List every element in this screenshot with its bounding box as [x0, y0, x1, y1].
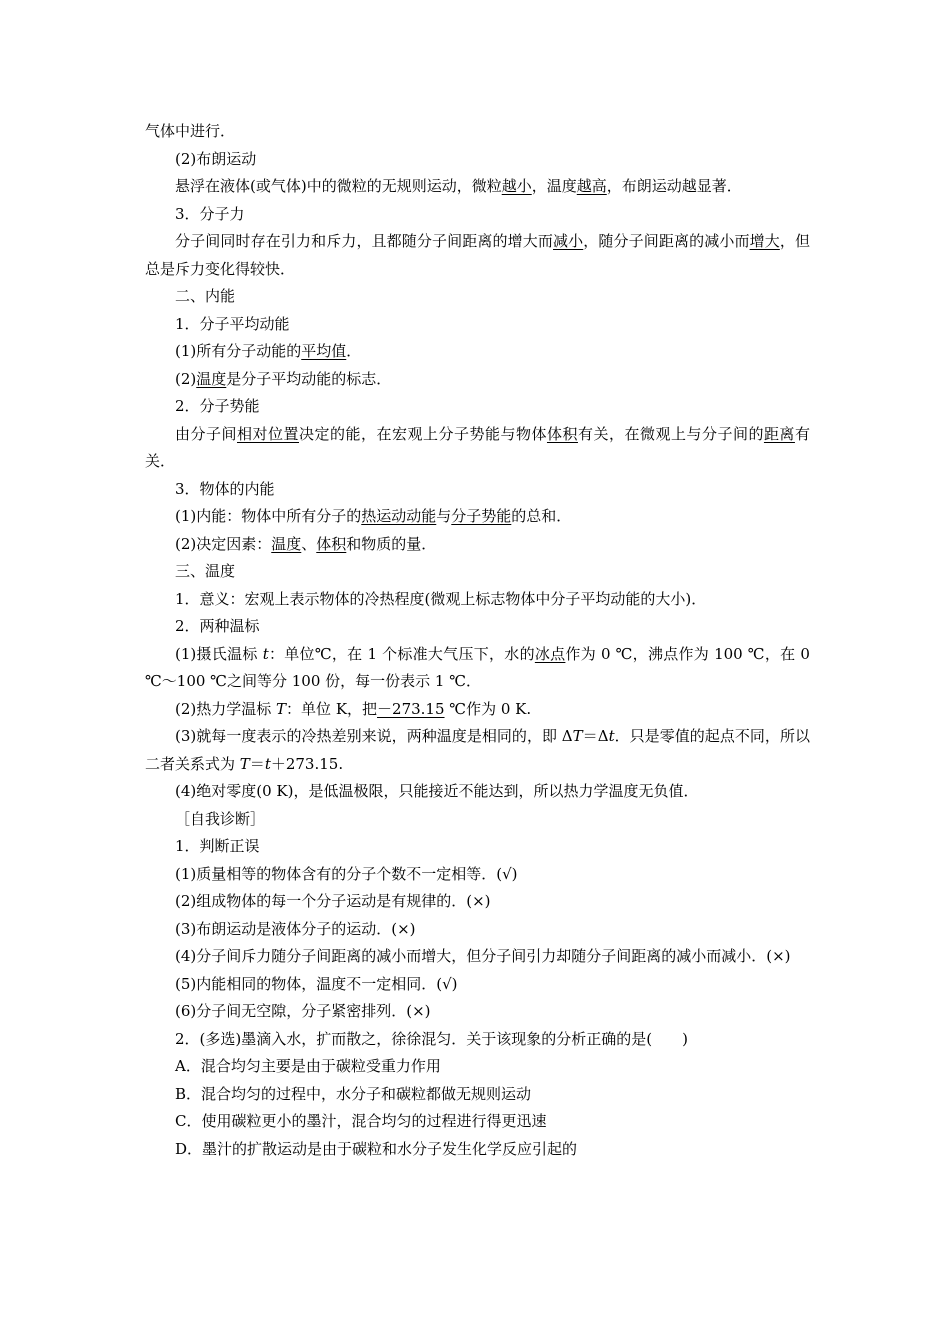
section-heading: [145, 283, 810, 311]
symbol: t: [264, 754, 271, 773]
text: D．墨汁的扩散运动是由于碳粒和水分子发生化学反应引起的: [175, 1139, 578, 1158]
paragraph: 由分子间相对位置决定的能，在宏观上分子势能与物体体积有关，在微观上与分子间的距离有关．: [145, 424, 810, 470]
fill-blank: 减小: [553, 232, 584, 250]
symbol: t: [608, 727, 615, 745]
paragraph: (3)就每一度表示的冷热差别来说，两种温度是相同的，即 ΔT＝Δt．只是零值的起点不同，所以二者关系式为 T＝t＋273.15.: [145, 727, 810, 773]
symbol: T: [572, 727, 583, 745]
document-body: [145, 118, 810, 1163]
fill-blank: 体积: [316, 534, 347, 553]
judgement-item: [145, 861, 810, 889]
fill-blank: 冰点: [534, 644, 566, 663]
paragraph: (1)内能：物体中所有分子的热运动动能与分子势能的总和．: [175, 507, 572, 525]
fill-blank: 平均值: [301, 342, 347, 360]
text: (5)内能相同的物体，温度不一定相同．(√): [175, 974, 458, 993]
paragraph: (2)温度是分子平均动能的标志．: [175, 369, 392, 388]
text: (3)布朗运动是液体分子的运动．(×): [175, 919, 416, 938]
fill-blank: 温度: [196, 369, 227, 388]
text: 三、温度: [175, 562, 236, 580]
judgement-item: [145, 916, 810, 944]
text: (6)分子间无空隙，分子紧密排列．(×): [175, 1002, 431, 1020]
paragraph: [145, 586, 810, 614]
fill-blank: 距离: [763, 424, 795, 443]
text: (2)组成物体的每一个分子运动是有规律的．(×): [175, 892, 491, 910]
text: (1)质量相等的物体含有的分子个数不一定相等．(√): [175, 864, 518, 883]
paragraph: (1)摄氏温标 t：单位℃，在 1 个标准大气压下，水的冰点作为 0 ℃，沸点作为 100 ℃，在 0 ℃～100 ℃之间等分 100 份，每一份表示 1 ℃．: [145, 644, 810, 690]
text: 1．判断正误: [175, 837, 260, 855]
text: 气体中进行．: [145, 122, 236, 140]
text: (2)布朗运动: [175, 149, 257, 168]
subheading: [145, 311, 810, 339]
fill-blank: 体积: [546, 424, 578, 443]
paragraph: (2)决定因素：温度、体积和物质的量．: [175, 534, 437, 553]
text: 2．分子势能: [175, 397, 260, 415]
subheading: [145, 201, 810, 229]
text: A．混合均匀主要是由于碳粒受重力作用: [175, 1057, 441, 1075]
option-c: [145, 1108, 810, 1136]
text: (4)绝对零度(0 K)，是低温极限，只能接近不能达到，所以热力学温度无负值．: [175, 782, 699, 800]
paragraph: [145, 778, 810, 806]
text: 3．物体的内能: [175, 479, 275, 498]
option-a: [145, 1053, 810, 1081]
fill-blank: 热运动动能: [361, 507, 437, 525]
subheading: [145, 833, 810, 861]
fill-blank: 增大: [749, 232, 780, 250]
section-heading: [145, 806, 810, 834]
fill-blank: 分子势能: [451, 507, 512, 525]
symbol: T: [276, 699, 287, 718]
question-stem: [145, 1026, 810, 1054]
text: ［自我诊断］: [175, 809, 266, 828]
text: 2．(多选)墨滴入水，扩而散之，徐徐混匀．关于该现象的分析正确的是( ): [175, 1029, 688, 1048]
text: (4)分子间斥力随分子间距离的减小而增大，但分子间引力却随分子间距离的减小而减小．(×): [175, 947, 791, 965]
judgement-item: [145, 998, 810, 1026]
text: C．使用碳粒更小的墨汁，混合均匀的过程进行得更迅速: [175, 1112, 547, 1130]
fill-blank: 越小: [501, 177, 532, 195]
subheading: [145, 146, 810, 174]
subheading: [145, 393, 810, 421]
fill-blank: 温度: [271, 534, 302, 553]
paragraph: 分子间同时存在引力和斥力，且都随分子间距离的增大而减小，随分子间距离的减小而增大，但总是斥力变化得较快．: [145, 232, 810, 278]
paragraph: 悬浮在液体(或气体)中的微粒的无规则运动，微粒越小，温度越高，布朗运动越显著．: [175, 177, 742, 195]
symbol: t: [262, 644, 269, 663]
subheading: [145, 476, 810, 504]
fill-blank: 相对位置: [237, 424, 299, 443]
subheading: [145, 613, 810, 641]
section-heading: [145, 558, 810, 586]
judgement-item: [145, 971, 810, 999]
option-d: [145, 1136, 810, 1164]
paragraph: [145, 118, 810, 146]
text: 二、内能: [175, 287, 236, 305]
paragraph: (1)所有分子动能的平均值．: [175, 342, 362, 360]
fill-blank: －273.15: [377, 699, 445, 718]
text: B．混合均匀的过程中，水分子和碳粒都做无规则运动: [175, 1084, 532, 1103]
text: 1．分子平均动能: [175, 314, 290, 333]
fill-blank: 越高: [576, 177, 607, 195]
paragraph: (2)热力学温标 T：单位 K，把－273.15 ℃作为 0 K.: [175, 699, 532, 718]
judgement-item: [145, 943, 810, 971]
symbol: T: [239, 754, 250, 773]
text: 3．分子力: [175, 204, 245, 223]
text: 2．两种温标: [175, 617, 260, 635]
option-b: [145, 1081, 810, 1109]
text: 1．意义：宏观上表示物体的冷热程度(微观上标志物体中分子平均动能的大小)．: [175, 589, 707, 608]
judgement-item: [145, 888, 810, 916]
